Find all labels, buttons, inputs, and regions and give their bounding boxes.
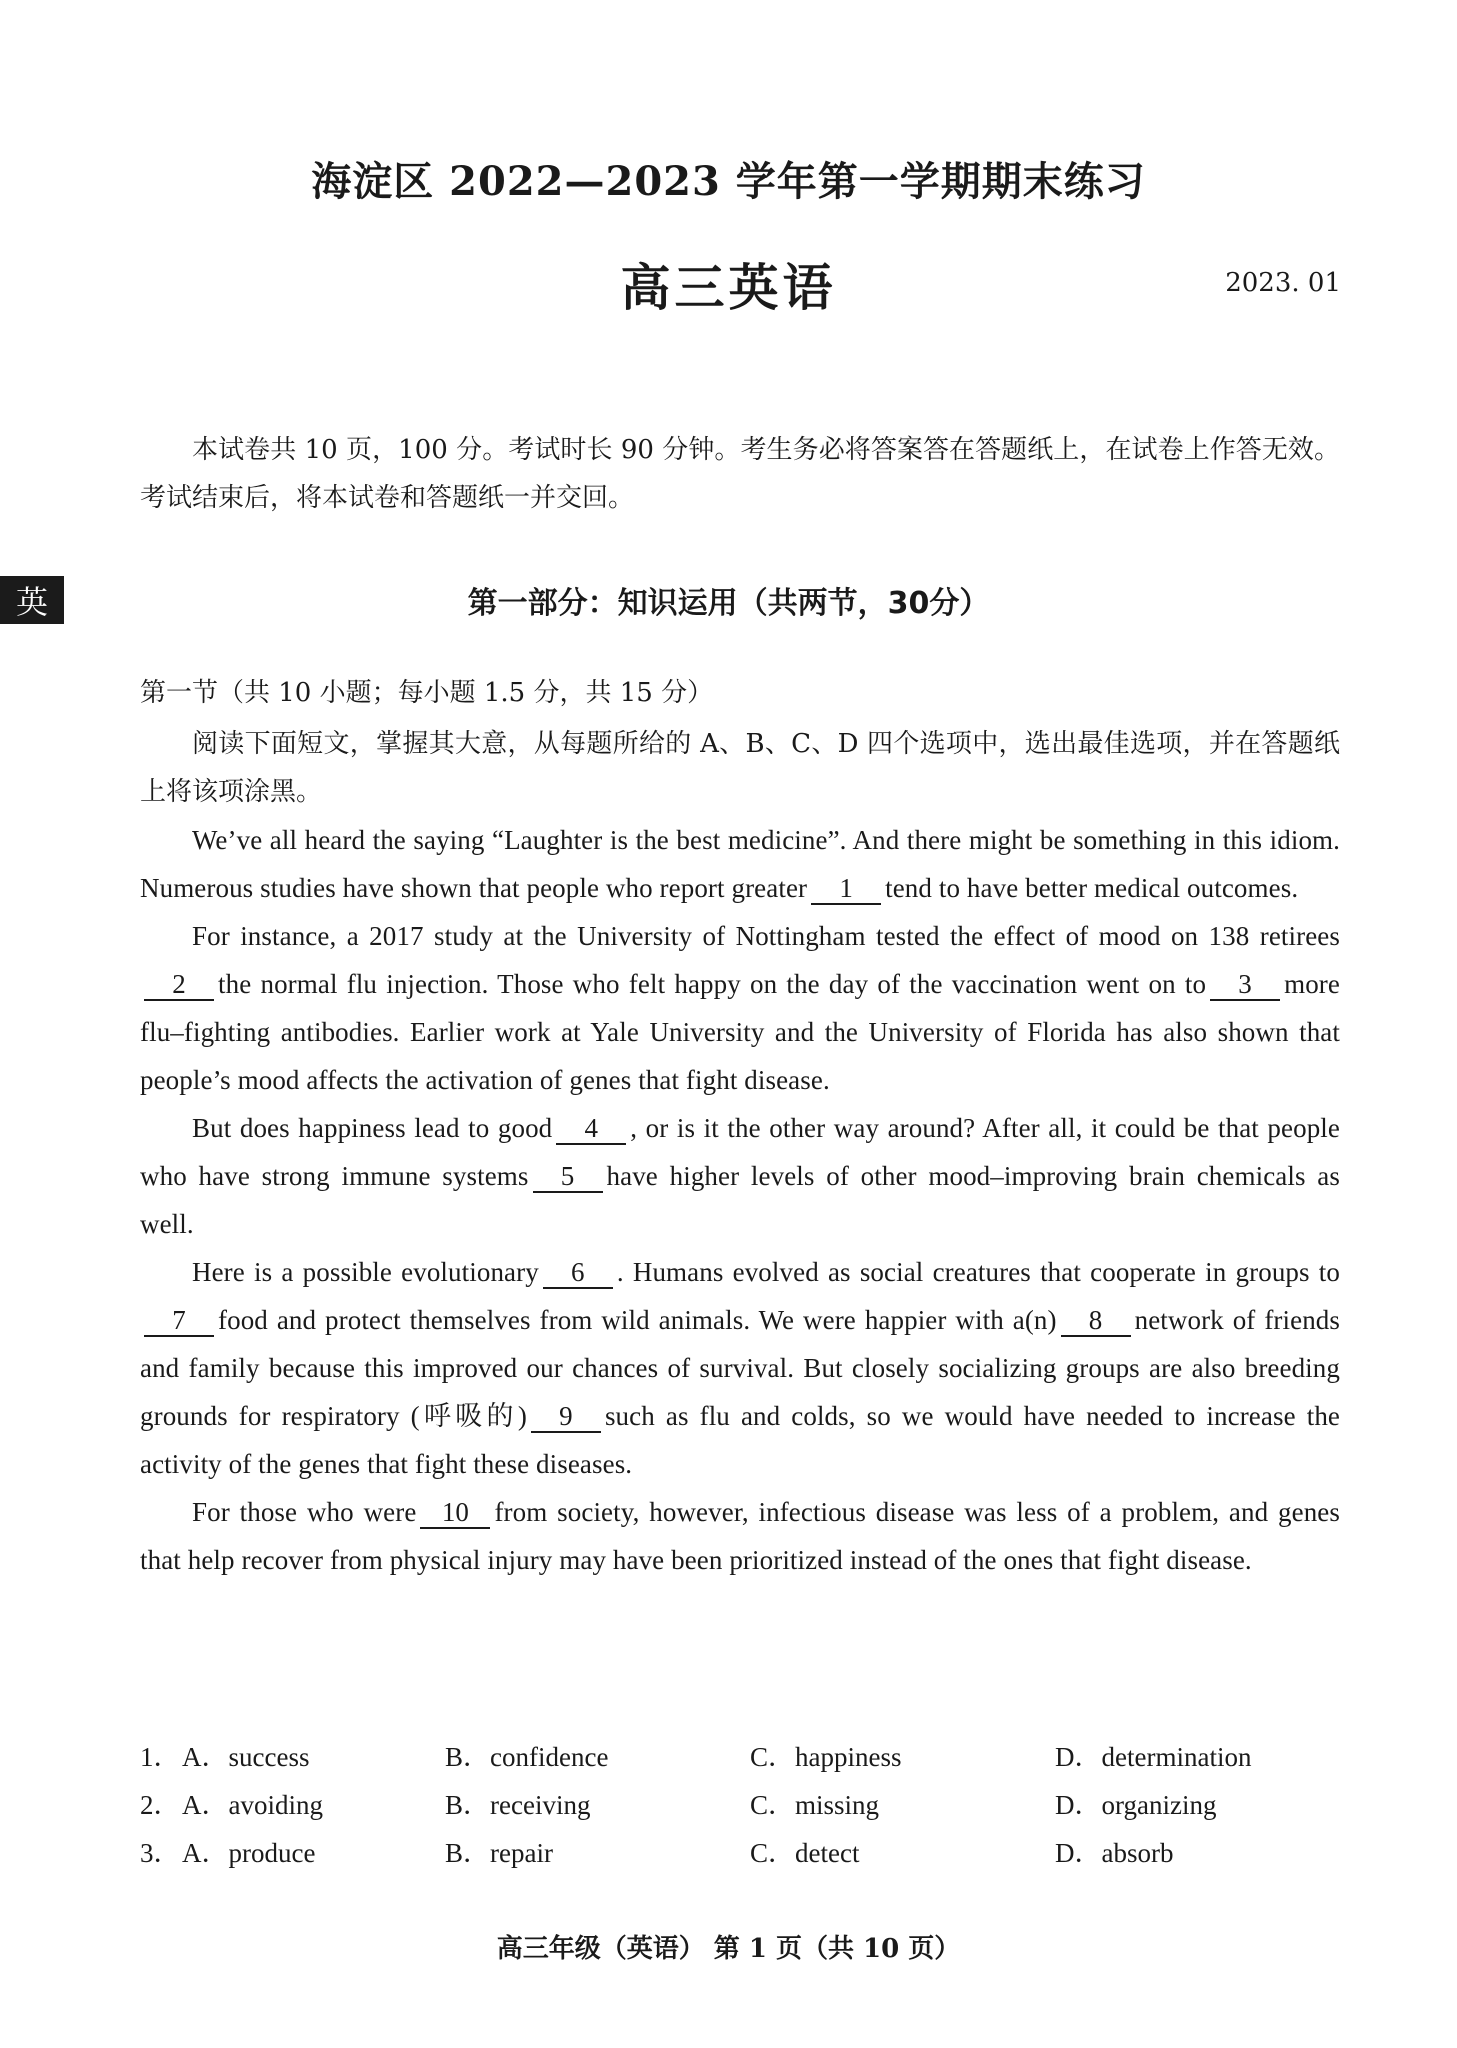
blank-6: 6 [543,1257,613,1289]
blank-5: 5 [533,1161,603,1193]
blank-3: 3 [1210,969,1280,1001]
passage-paragraph-1 [140,816,1340,912]
option-row-3 [140,1831,1340,1879]
option-b: B．receiving [445,1790,591,1820]
option-c: C．happiness [750,1742,902,1772]
option-a: A．produce [182,1838,316,1868]
blank-10: 10 [420,1497,490,1529]
text-span: We’ve all heard the saying “Laughter is the best medicine”. And there might be something in this idiom. Numerous studies have shown that people who report greater [140,825,1340,903]
instructions-text: 本试卷共 10 页，100 分。考试时长 90 分钟。考生务必将答案答在答题纸上，在试卷上作答无效。考试结束后，将本试卷和答题纸一并交回。 [140,435,1340,513]
instructions [140,426,1340,522]
option-c: C．missing [750,1790,880,1820]
blank-8: 8 [1061,1305,1131,1337]
text-span: have higher levels of other mood–improving brain chemicals as well. [140,1161,1341,1239]
exam-date: 2023. 01 [1225,268,1341,298]
subject-side-tab: 英 [0,576,64,624]
text-span: , or is it the other way around? After all, it could be that people who have strong immune systems [140,1113,1340,1191]
option-row-2 [140,1783,1340,1831]
page-title: 海淀区 2022—2023 学年第一学期期末练习 [311,158,1146,205]
directions-text: 阅读下面短文，掌握其大意，从每题所给的 A、B、C、D 四个选项中，选出最佳选项，并在答题纸上将该项涂黑。 [140,729,1340,807]
blank-9: 9 [531,1401,601,1433]
answer-options [140,1735,1340,1879]
option-d: D．absorb [1055,1838,1174,1868]
option-b: B．repair [445,1838,553,1868]
subject-title: 高三英语 [620,258,837,317]
part1-heading: 第一部分：知识运用（共两节，30分） [467,586,990,621]
blank-2: 2 [144,969,214,1001]
question-number: 3． [140,1838,181,1868]
text-span: . Humans evolved as social creatures that cooperate in groups to [616,1257,1340,1287]
passage-paragraph-2 [140,912,1340,1104]
text-span: tend to have better medical outcomes. [885,873,1299,903]
question-number: 2． [140,1790,181,1820]
text-span: For instance, a 2017 study at the University of Nottingham tested the effect of mood on 138 retirees [192,921,1340,951]
option-b: B．confidence [445,1742,609,1772]
option-d: D．determination [1055,1742,1252,1772]
page-footer: 高三年级（英语） 第 1 页（共 10 页） [496,1934,961,1964]
passage-paragraph-4 [140,1248,1340,1488]
text-span: the normal flu injection. Those who felt happy on the day of the vaccination went on to [218,969,1207,999]
option-d: D．organizing [1055,1790,1217,1820]
section1-label: 第一节（共 10 小题；每小题 1.5 分，共 15 分） [140,678,714,708]
blank-4: 4 [556,1113,626,1145]
text-span: network of friends and family because this improved our chances of survival. But closely socializing groups are also breeding grounds for respiratory (呼吸的) [140,1305,1340,1431]
option-a: A．success [182,1742,310,1772]
text-span: such as flu and colds, so we would have needed to increase the activity of the genes that fight these diseases. [140,1401,1340,1479]
text-span: Here is a possible evolutionary [192,1257,539,1287]
blank-7: 7 [144,1305,214,1337]
section1-directions [140,720,1340,816]
text-span: from society, however, infectious disease was less of a problem, and genes that help recover from physical injury may have been prioritized instead of the ones that fight disease. [140,1497,1340,1575]
passage [140,816,1340,1584]
text-span: more flu–fighting antibodies. Earlier work at Yale University and the University of Florida has also shown that people’s mood affects the activation of genes that fight disease. [140,969,1340,1095]
text-span: For those who were [192,1497,417,1527]
option-row-1 [140,1735,1340,1783]
option-a: A．avoiding [182,1790,323,1820]
option-c: C．detect [750,1838,860,1868]
text-span: But does happiness lead to good [192,1113,553,1143]
blank-1: 1 [811,873,881,905]
passage-paragraph-3 [140,1104,1340,1248]
passage-paragraph-5 [140,1488,1340,1584]
question-number: 1． [140,1742,181,1772]
text-span: food and protect themselves from wild animals. We were happier with a(n) [218,1305,1057,1335]
